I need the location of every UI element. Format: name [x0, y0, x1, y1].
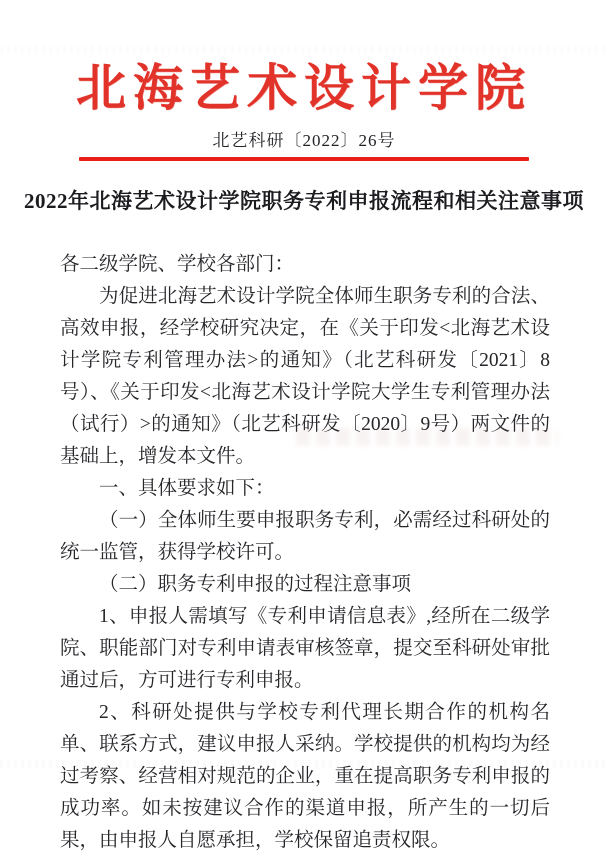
paragraph-section-heading: 一、具体要求如下：: [99, 478, 275, 499]
paragraph-point-2: 2、科研处提供与学校专利代理长期合作的机构名单、联系方式，建议申报人采纳。学校提供的机构均为经过考察、经营相对规范的企业，重在提高职务专利申报的成功率。如未按建议合作的渠道申报，所产生的一切后果，由申报人自愿承担，学校保留追责权限。: [60, 702, 550, 851]
scan-artifact-top: [0, 46, 608, 54]
paragraph-point-1: 1、申报人需填写《专利申请信息表》,经所在二级学院、职能部门对专利申请表审核签章，提交至科研处审批通过后，方可进行专利申报。: [60, 606, 550, 691]
salutation-line: 各二级学院、学校各部门：: [60, 254, 295, 275]
paragraph-item-1: （一）全体师生要申报职务专利，必需经过科研处的统一监管，获得学校许可。: [60, 510, 550, 563]
red-divider-rule: [79, 157, 529, 161]
document-title: 2022年北海艺术设计学院职务专利申报流程和相关注意事项: [24, 189, 584, 213]
paragraph-item-2: （二）职务专利申报的过程注意事项: [99, 574, 412, 595]
document-body: [0, 249, 608, 857]
letterhead-title: 北海艺术设计学院: [76, 60, 532, 116]
paragraph-intro: 为促进北海艺术设计学院全体师生职务专利的合法、高效申报，经学校研究决定，在《关于印发<北海艺术设计学院专利管理办法>的通知》（北艺科研发〔2021〕8号）、《关于印发<北海艺术设计学院大学生专利管理办法（试行）>的通知》（北艺科研发〔2020〕9号）两文件的基础上，增发本文件。: [60, 286, 550, 467]
document-number: 北艺科研〔2022〕26号: [212, 131, 396, 150]
